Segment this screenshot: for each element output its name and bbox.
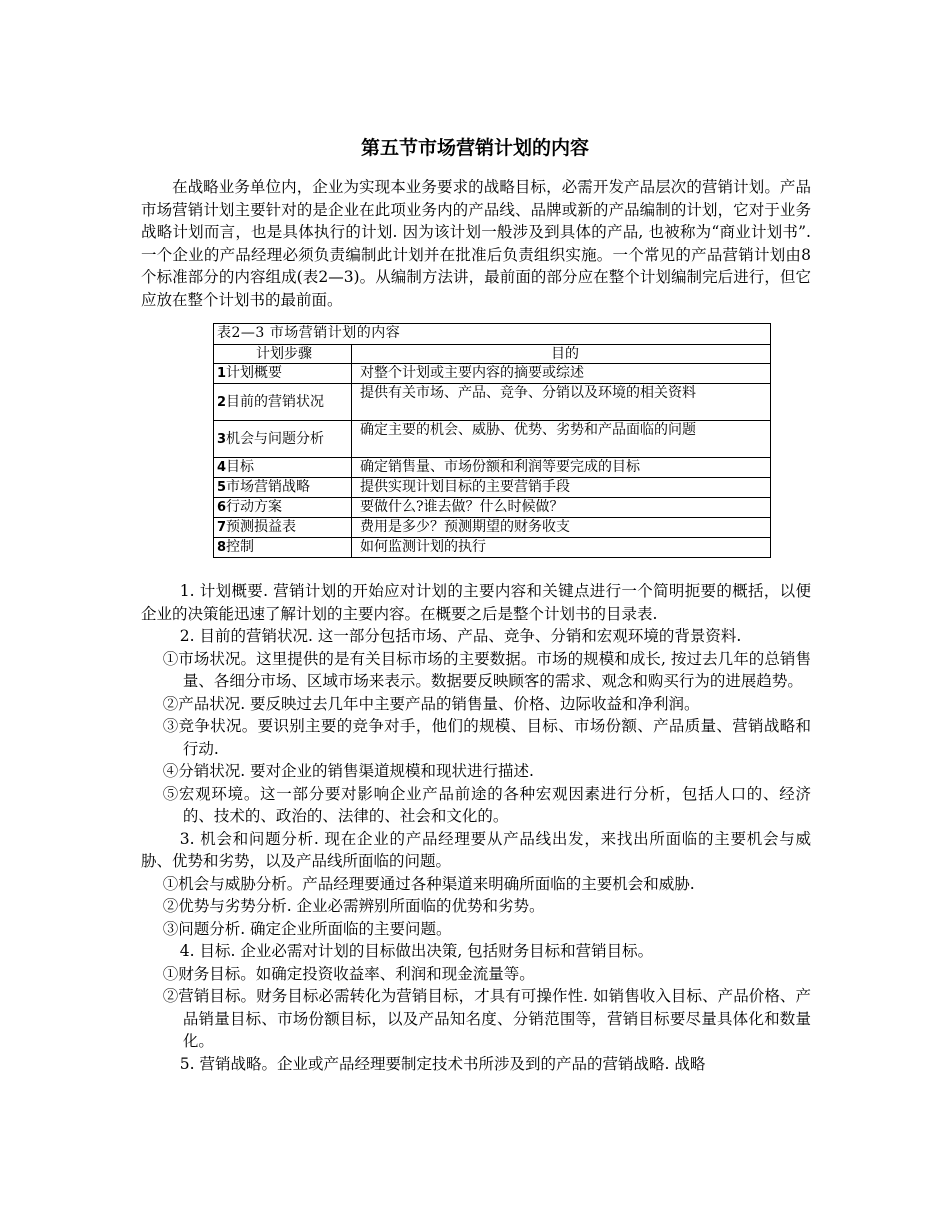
list-item: ②营销目标。财务目标必需转化为营销目标，才具有可操作性. 如销售收入目标、产品价格、产品销量目标、市场份额目标，以及产品知名度、分销范围等，营销目标要尽量具体化和数量化。 bbox=[162, 987, 811, 1050]
table-row bbox=[214, 518, 771, 538]
table-header-step: 计划步骤 bbox=[214, 345, 352, 364]
row-number: 3 bbox=[217, 431, 227, 447]
list-item: ①机会与威胁分析。产品经理要通过各种渠道来明确所面临的主要机会和威胁. bbox=[162, 874, 695, 893]
table-header-purpose: 目的 bbox=[352, 345, 771, 364]
table-row bbox=[214, 421, 771, 458]
row-purpose: 提供有关市场、产品、竞争、分销以及环境的相关资料 bbox=[352, 384, 771, 421]
row-number: 6 bbox=[217, 500, 227, 515]
section-5-paragraph: 5. 营销战略。企业或产品经理要制定技术书所涉及到的产品的营销战略. 战略 bbox=[179, 1054, 706, 1073]
table-row bbox=[214, 538, 771, 558]
table-row bbox=[214, 498, 771, 518]
row-purpose: 提供实现计划目标的主要营销手段 bbox=[352, 478, 771, 498]
row-step: 行动方案 bbox=[226, 499, 283, 515]
section-1-paragraph: 1. 计划概要. 营销计划的开始应对计划的主要内容和关键点进行一个简明扼要的概括，以便企业的决策能迅速了解计划的主要内容。在概要之后是整个计划书的目录表. bbox=[141, 582, 811, 623]
row-purpose: 要做什么?谁去做？什么时候做？ bbox=[352, 498, 771, 518]
table-row bbox=[214, 364, 771, 384]
row-purpose: 如何监测计划的执行 bbox=[352, 538, 771, 558]
row-step: 目前的营销状况 bbox=[226, 393, 325, 410]
row-step: 目标 bbox=[226, 459, 255, 475]
row-purpose: 费用是多少？预测期望的财务收支 bbox=[352, 518, 771, 538]
section-3-paragraph: 3. 机会和问题分析. 现在企业的产品经理要从产品线出发，来找出所面临的主要机会与威胁、优势和劣势，以及产品线所面临的问题。 bbox=[141, 829, 811, 870]
row-number: 2 bbox=[217, 394, 227, 410]
row-step: 计划概要 bbox=[226, 365, 283, 381]
row-step: 机会与问题分析 bbox=[226, 430, 325, 447]
section-2-paragraph: 2. 目前的营销状况. 这一部分包括市场、产品、竞争、分销和宏观环境的背景资料. bbox=[179, 627, 742, 645]
row-purpose: 对整个计划或主要内容的摘要或综述 bbox=[352, 364, 771, 384]
list-item: ③问题分析. 确定企业所面临的主要问题。 bbox=[162, 919, 452, 938]
table-row bbox=[214, 478, 771, 498]
table-row bbox=[214, 458, 771, 478]
list-item: ①市场状况。这里提供的是有关目标市场的主要数据。市场的规模和成长, 按过去几年的总销售量、各细分市场、区域市场来表示。数据要反映顾客的需求、观念和购买行为的进展趋势。 bbox=[162, 649, 811, 690]
page-title: 第五节市场营销计划的内容 bbox=[360, 137, 589, 159]
row-number: 7 bbox=[217, 520, 227, 535]
row-step: 预测损益表 bbox=[226, 519, 297, 535]
list-item: ①财务目标。如确定投资收益率、利润和现金流量等。 bbox=[162, 964, 535, 983]
list-item: ③竞争状况。要识别主要的竞争对手，他们的规模、目标、市场份额、产品质量、营销战略和行动. bbox=[162, 717, 811, 758]
row-step: 市场营销战略 bbox=[226, 479, 311, 495]
marketing-plan-table bbox=[213, 323, 771, 558]
row-step: 控制 bbox=[226, 539, 255, 555]
row-purpose: 确定销售量、市场份额和利润等要完成的目标 bbox=[352, 458, 771, 478]
row-number: 5 bbox=[217, 480, 227, 495]
table-caption: 表2—3 市场营销计划的内容 bbox=[214, 324, 771, 345]
row-number: 1 bbox=[217, 366, 227, 381]
row-number: 8 bbox=[217, 540, 227, 555]
section-4-paragraph: 4. 目标. 企业必需对计划的目标做出决策, 包括财务目标和营销目标。 bbox=[179, 942, 654, 960]
row-number: 4 bbox=[217, 460, 227, 475]
body-text bbox=[141, 580, 811, 1075]
intro-paragraph: 在战略业务单位内，企业为实现本业务要求的战略目标，必需开发产品层次的营销计划。产品市场营销计划主要针对的是企业在此项业务内的产品线、品牌或新的产品编制的计划，它对于业务战略计划而言，也是具体执行的计划. 因为该计划一般涉及到具体的产品, 也被称为“商业计划书”. 一个企业的产品经理必须负责编制此计划并在批准后负责组织实施。一个常见的产品营销计划由8个标准部分的内容组成(表2—3)。从编制方法讲，最前面的部分应在整个计划编制完后进行，但它应放在整个计划书的最前面。 bbox=[141, 178, 811, 309]
list-item: ②产品状况. 要反映过去几年中主要产品的销售量、价格、边际收益和净利润。 bbox=[162, 694, 700, 713]
list-item: ④分销状况. 要对企业的销售渠道规模和现状进行描述. bbox=[162, 762, 534, 780]
list-item: ⑤宏观环境。这一部分要对影响企业产品前途的各种宏观因素进行分析，包括人口的、经济的、技术的、政治的、法律的、社会和文化的。 bbox=[162, 784, 811, 825]
list-item: ②优势与劣势分析. 企业必需辨别所面临的优势和劣势。 bbox=[162, 897, 545, 915]
table-row bbox=[214, 384, 771, 421]
row-purpose: 确定主要的机会、威胁、优势、劣势和产品面临的问题 bbox=[352, 421, 771, 458]
